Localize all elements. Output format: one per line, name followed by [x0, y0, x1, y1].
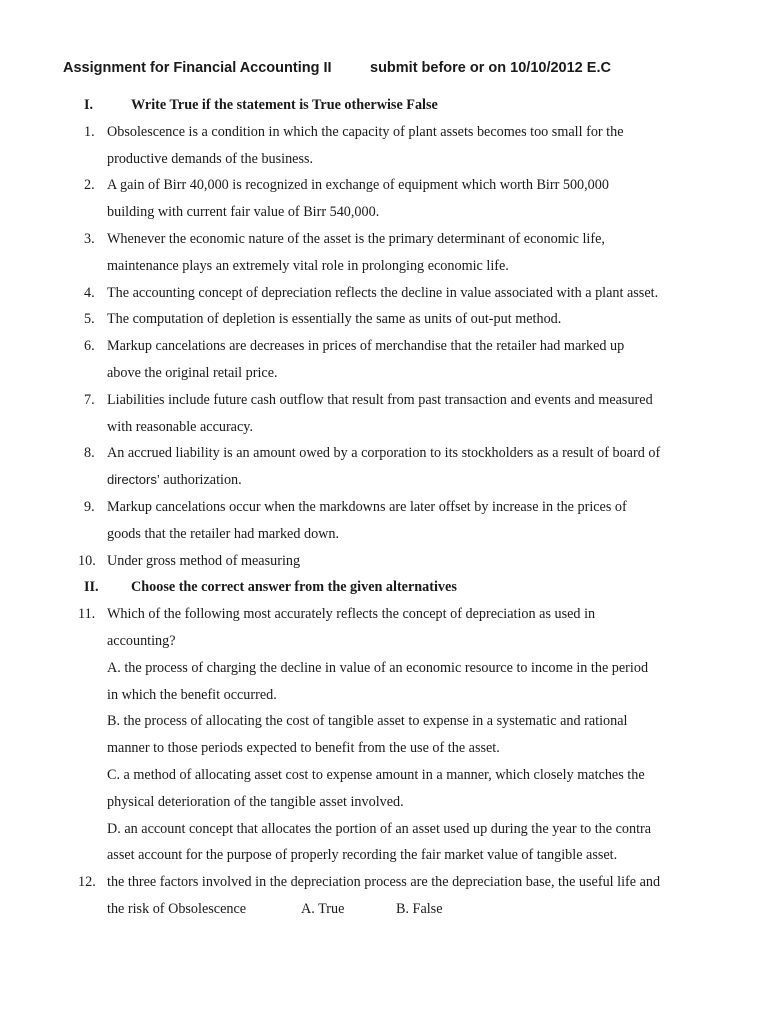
question-continuation: [0, 414, 768, 441]
question-word: directors’: [107, 472, 160, 488]
question-continuation: [0, 146, 768, 173]
question-text: accounting?: [107, 632, 176, 649]
question-item: [0, 280, 768, 307]
question-number: 12.: [78, 874, 96, 891]
option-text: D. an account concept that allocates the portion of an asset used up during the year to the contra: [107, 820, 652, 837]
answer-option-c-continuation: [0, 789, 768, 816]
question-item: [0, 548, 768, 575]
question-item: [0, 226, 768, 253]
question-number: 10.: [78, 552, 96, 569]
answer-option-a: [0, 655, 768, 682]
question-item: [0, 601, 768, 628]
question-text: above the original retail price.: [107, 364, 278, 381]
question-number: 8.: [84, 445, 95, 462]
question-text: the three factors involved in the depreciation process are the depreciation base, the useful life and: [107, 874, 661, 891]
assignment-header: [63, 60, 753, 76]
question-continuation: [0, 253, 768, 280]
question-item: [0, 440, 768, 467]
answer-option-true: A. True: [301, 900, 345, 917]
answer-option-d-continuation: [0, 842, 768, 869]
document-body: [0, 92, 768, 923]
answer-option-d: [0, 816, 768, 843]
answer-option-a-continuation: [0, 682, 768, 709]
question-continuation: [0, 467, 768, 494]
option-text: in which the benefit occurred.: [107, 686, 277, 703]
question-text: building with current fair value of Birr 540,000.: [107, 204, 380, 221]
question-text: goods that the retailer had marked down.: [107, 525, 340, 542]
question-text: Which of the following most accurately reflects the concept of depreciation as used in: [107, 606, 596, 623]
question-number: 6.: [84, 338, 95, 355]
question-number: 7.: [84, 391, 95, 408]
question-continuation: [0, 360, 768, 387]
question-number: 11.: [78, 606, 96, 623]
question-number: 9.: [84, 498, 95, 515]
section-title: Write True if the statement is True otherwise False: [131, 97, 438, 113]
option-text: manner to those periods expected to benefit from the use of the asset.: [107, 740, 500, 757]
section-heading: [0, 92, 768, 119]
section-numeral: I.: [84, 97, 94, 113]
question-text: with reasonable accuracy.: [107, 418, 253, 435]
question-item: [0, 333, 768, 360]
answer-option-b: [0, 708, 768, 735]
question-item: [0, 306, 768, 333]
question-item: [0, 172, 768, 199]
section-heading: [0, 574, 768, 601]
question-text: The computation of depletion is essentially the same as units of out-put method.: [107, 311, 562, 328]
submission-deadline: submit before or on 10/10/2012 E.C: [370, 60, 611, 76]
section-title: Choose the correct answer from the given alternatives: [131, 579, 457, 596]
assignment-title: Assignment for Financial Accounting II: [63, 60, 332, 76]
question-text-mixed: [107, 467, 242, 494]
option-text: physical deterioration of the tangible asset involved.: [107, 793, 404, 810]
question-text: Under gross method of measuring: [107, 552, 301, 569]
question-text: productive demands of the business.: [107, 150, 314, 167]
answer-option-false: B. False: [396, 900, 443, 917]
option-text: asset account for the purpose of properly recording the fair market value of tangible asset.: [107, 847, 618, 864]
question-number: 4.: [84, 284, 95, 301]
answer-option-c: [0, 762, 768, 789]
answer-option-b-continuation: [0, 735, 768, 762]
question-number: 5.: [84, 311, 95, 328]
question-number: 1.: [84, 123, 95, 140]
question-text: Whenever the economic nature of the asset is the primary determinant of economic life,: [107, 230, 605, 247]
question-text: An accrued liability is an amount owed by a corporation to its stockholders as a result of board of: [107, 445, 661, 462]
question-continuation: [0, 628, 768, 655]
question-item: [0, 494, 768, 521]
question-text: Markup cancelations are decreases in prices of merchandise that the retailer had marked up: [107, 338, 625, 355]
question-text: A gain of Birr 40,000 is recognized in exchange of equipment which worth Birr 500,000: [107, 177, 609, 194]
question-text: the risk of Obsolescence: [107, 900, 247, 917]
question-text: Obsolescence is a condition in which the capacity of plant assets becomes too small for the: [107, 123, 624, 140]
question-item: [0, 119, 768, 146]
option-text: A. the process of charging the decline in value of an economic resource to income in the period: [107, 659, 649, 676]
question-continuation: [0, 896, 768, 923]
question-text: Markup cancelations occur when the markdowns are later offset by increase in the prices of: [107, 498, 627, 515]
question-word-rest: authorization.: [159, 472, 242, 489]
question-text: maintenance plays an extremely vital role in prolonging economic life.: [107, 257, 509, 274]
option-text: B. the process of allocating the cost of tangible asset to expense in a systematic and rational: [107, 713, 628, 730]
option-text: C. a method of allocating asset cost to expense amount in a manner, which closely matches the: [107, 766, 645, 783]
question-item: [0, 387, 768, 414]
question-text: Liabilities include future cash outflow that result from past transaction and events and measured: [107, 391, 653, 408]
question-number: 3.: [84, 230, 95, 247]
question-item: [0, 869, 768, 896]
question-text: The accounting concept of depreciation reflects the decline in value associated with a plant asset.: [107, 284, 659, 301]
section-numeral: II.: [84, 579, 99, 596]
question-continuation: [0, 521, 768, 548]
question-number: 2.: [84, 177, 95, 194]
question-continuation: [0, 199, 768, 226]
